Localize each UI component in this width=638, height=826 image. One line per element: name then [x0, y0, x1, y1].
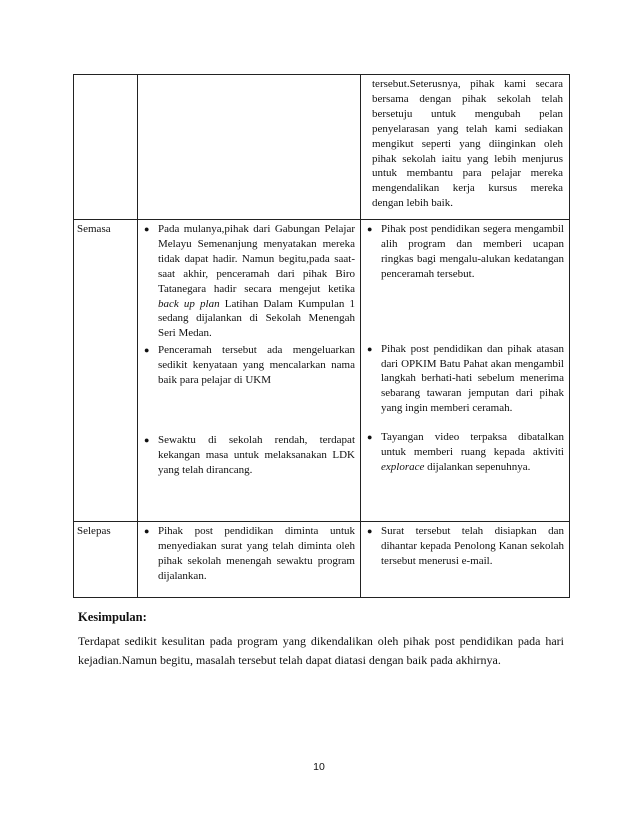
- bullet-icon: ●: [144, 345, 150, 356]
- bullet-text: Pihak post pendidikan dan pihak atasan dari OPKIM Batu Pahat akan mengambil langkah berhati-hati sebelum menerima sebarang tawaran jemputan dari pihak yang ingin memberi ceramah.: [381, 342, 564, 415]
- action-cell: [361, 522, 570, 598]
- bullet-icon: ●: [367, 526, 373, 536]
- table-row: [74, 75, 570, 220]
- bullet-text: Tayangan video terpaksa dibatalkan untuk memberi ruang kepada aktiviti explorace dijalankan sepenuhnya.: [381, 431, 564, 473]
- bullet-text: Surat tersebut telah disiapkan dan dihantar kepada Penolong Kanan sekolah tersebut menerusi e-mail.: [381, 525, 564, 567]
- bullet-text: Sewaktu di sekolah rendah, terdapat kekangan masa untuk melaksanakan LDK yang telah dirancang.: [158, 433, 355, 476]
- issue-cell: [138, 75, 361, 220]
- table-row: [74, 522, 570, 598]
- bullet-icon: ●: [367, 224, 373, 234]
- bullet-icon: ●: [144, 224, 150, 234]
- program-table: [73, 74, 570, 598]
- table-row: [74, 220, 570, 522]
- conclusion-heading: Kesimpulan:: [78, 610, 147, 624]
- issue-cell: [138, 522, 361, 598]
- bullet-text: Pihak post pendidikan segera mengambil alih program dan memberi ucapan ringkas bagi mengalu-alukan kedatangan penceramah tersebut.: [381, 223, 564, 280]
- action-cell: [361, 75, 570, 220]
- bullet-item: [361, 222, 569, 282]
- italic-term: back up plan: [158, 297, 220, 310]
- issue-cell: [138, 220, 361, 522]
- italic-term: explorace: [381, 460, 425, 473]
- bullet-item: [138, 433, 360, 478]
- conclusion-paragraph: Terdapat sedikit kesulitan pada program yang dikendalikan oleh pihak post pendidikan pada hari kejadian.Namun begitu, masalah tersebut telah dapat diatasi dengan baik pada akhirnya.: [78, 634, 564, 667]
- issue-list: [138, 524, 360, 584]
- phase-label: Selepas: [74, 522, 138, 598]
- phase-cell: [74, 75, 138, 220]
- continued-text: tersebut.Seterusnya, pihak kami secara bersama dengan pihak sekolah telah bersetuju untuk mengubah pelan penyelarasan yang telah kami sediakan mengikut seperti yang diinginkan oleh pihak sekolah iaitu yang lebih menjurus untuk membantu para pelajar mereka mengendalikan kerja kursus mereka dengan lebih baik.: [372, 78, 563, 210]
- bullet-item: [138, 343, 360, 388]
- action-list: [361, 524, 569, 569]
- bullet-text: Penceramah tersebut ada mengeluarkan sedikit kenyataan yang mencalarkan nama baik para pelajar di UKM: [158, 344, 355, 387]
- page-number: 10: [313, 761, 325, 773]
- issue-list: [138, 222, 360, 478]
- bullet-icon: ●: [144, 434, 150, 445]
- bullet-icon: ●: [367, 432, 373, 443]
- bullet-icon: ●: [367, 343, 373, 354]
- bullet-item: [138, 222, 360, 341]
- bullet-item: [138, 524, 360, 584]
- action-cell: [361, 220, 570, 522]
- bullet-text: Pihak post pendidikan diminta untuk menyediakan surat yang telah diminta oleh pihak sekolah menengah sewaktu program dijalankan.: [158, 525, 355, 582]
- bullet-item: [361, 524, 569, 569]
- bullet-item: [361, 342, 569, 417]
- bullet-item: [361, 430, 569, 475]
- bullet-icon: ●: [144, 526, 150, 536]
- action-list: [361, 222, 569, 475]
- phase-label: Semasa: [74, 220, 138, 522]
- bullet-text: Pada mulanya,pihak dari Gabungan Pelajar Melayu Semenanjung menyatakan mereka tidak dapat hadir. Namun begitu,pada saat-saat akhir, penceramah dari pihak Biro Tatanegara hadir secara mengejut ketika back up plan Latihan Dalam Kumpulan 1 sedang dijalankan di Sekolah Menengah Seri Medan.: [158, 223, 355, 340]
